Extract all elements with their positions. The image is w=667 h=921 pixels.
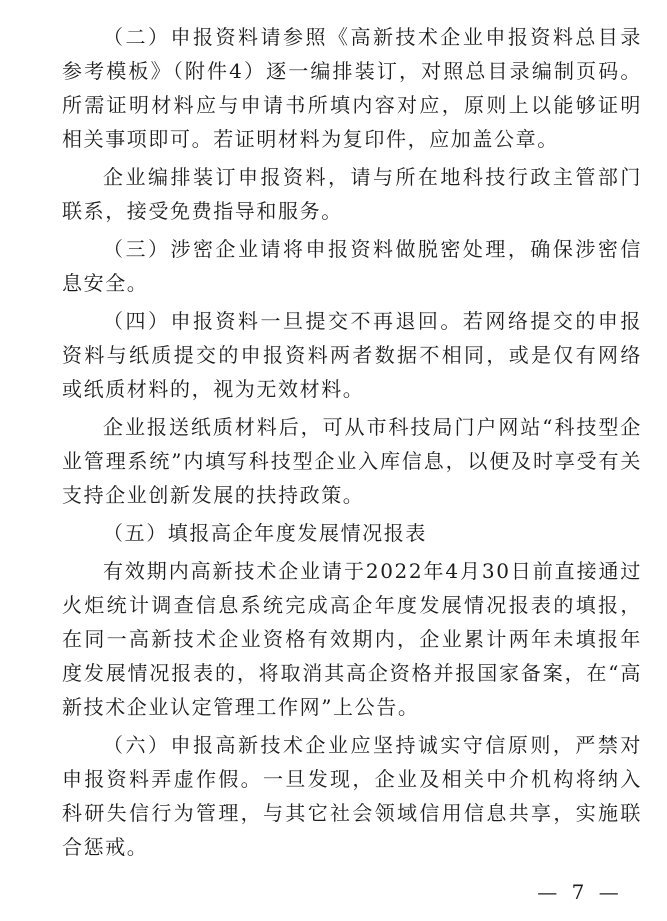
paragraph-application-materials: （二）申报资料请参照《高新技术企业申报资料总目录参考模板》（附件4）逐一编排装订，对照总目录编制页码。所需证明材料应与申请书所填内容对应，原则上以能够证明相关事项即可。若证明材料为复印件，应加盖公章。 xyxy=(62,25,642,151)
page-number: — 7 — xyxy=(537,880,623,904)
paragraph-classified-enterprises: （三）涉密企业请将申报资料做脱密处理，确保涉密信息安全。 xyxy=(62,237,642,295)
document-body xyxy=(62,20,642,868)
paragraph-integrity-principle: （六）申报高新技术企业应坚持诚实守信原则，严禁对申报资料弄虚作假。一旦发现，企业及相关中介机构将纳入科研失信行为管理，与其它社会领域信用信息共享，实施联合惩戒。 xyxy=(62,733,642,859)
paragraph-no-return: （四）申报资料一旦提交不再退回。若网络提交的申报资料与纸质提交的申报资料两者数据不相同，或是仅有网络或纸质材料的，视为无效材料。 xyxy=(62,309,642,401)
paragraph-annual-report-heading: （五）填报高企年度发展情况报表 xyxy=(103,521,427,545)
paragraph-binding-guidance: 企业编排装订申报资料，请与所在地科技行政主管部门联系，接受免费指导和服务。 xyxy=(62,165,642,223)
paragraph-annual-report-details: 有效期内高新技术企业请于2022年4月30日前直接通过火炬统计调查信息系统完成高企年度发展情况报表的填报，在同一高新技术企业资格有效期内，企业累计两年未填报年度发展情况报表的，将取消其高企资格并报国家备案，在“高新技术企业认定管理工作网”上公告。 xyxy=(62,559,642,719)
paragraph-enterprise-registration: 企业报送纸质材料后，可从市科技局门户网站“科技型企业管理系统”内填写科技型企业入库信息，以便及时享受有关支持企业创新发展的扶持政策。 xyxy=(62,415,642,507)
